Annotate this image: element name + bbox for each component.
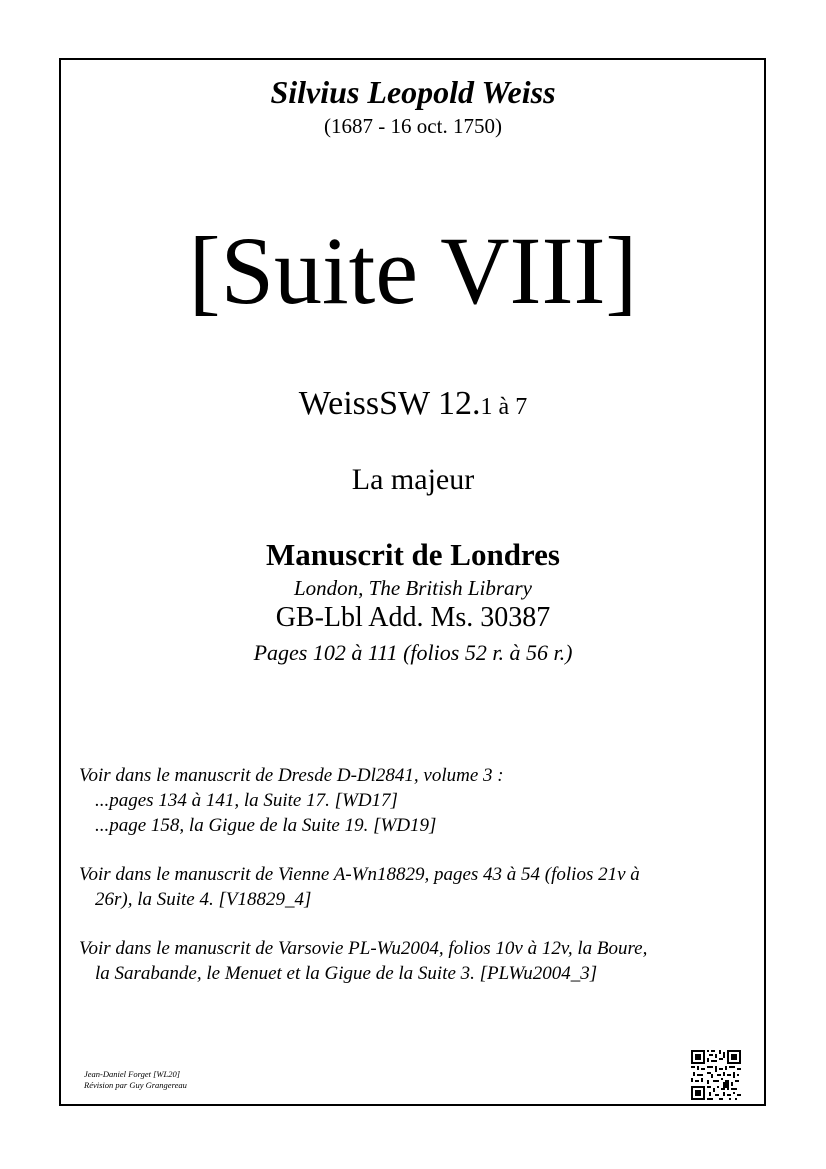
vienna-note [79, 862, 759, 912]
note-line: la Sarabande, le Menuet et la Gigue de la Suite 3. [PLWu2004_3] [95, 963, 598, 984]
qr-code-icon [691, 1050, 741, 1100]
composer-name: Silvius Leopold Weiss [270, 74, 556, 110]
shelfmark: GB-Lbl Add. Ms. 30387 [275, 602, 551, 633]
catalog-main: WeissSW 12. [298, 385, 481, 422]
manuscript-pages: Pages 102 à 111 (folios 52 r. à 56 r.) [253, 640, 573, 665]
note-line: Voir dans le manuscrit de Vienne A-Wn18829, pages 43 à 54 (folios 21v à [79, 864, 640, 885]
catalog-number [0, 385, 826, 423]
note-line: 26r), la Suite 4. [V18829_4] [95, 889, 312, 910]
note-line: ...pages 134 à 141, la Suite 17. [WD17] [95, 790, 398, 811]
credit-revision: Révision par Guy Grangereau [84, 1080, 187, 1090]
credits [84, 1069, 187, 1091]
note-line: ...page 158, la Gigue de la Suite 19. [WD19] [95, 815, 437, 836]
note-line: Voir dans le manuscrit de Varsovie PL-Wu2004, folios 10v à 12v, la Boure, [79, 938, 648, 959]
warsaw-note [79, 936, 759, 986]
credit-author: Jean-Daniel Forget [WL20] [84, 1069, 181, 1079]
work-title: [Suite VIII] [188, 217, 638, 324]
note-line: Voir dans le manuscrit de Dresde D-Dl2841, volume 3 : [79, 765, 504, 786]
dresden-note [79, 763, 759, 838]
key-signature: La majeur [351, 463, 475, 496]
library-name: London, The British Library [293, 576, 533, 600]
catalog-sub: 1 à 7 [480, 394, 528, 420]
manuscript-name: Manuscrit de Londres [266, 537, 560, 572]
composer-dates: (1687 - 16 oct. 1750) [324, 114, 502, 138]
